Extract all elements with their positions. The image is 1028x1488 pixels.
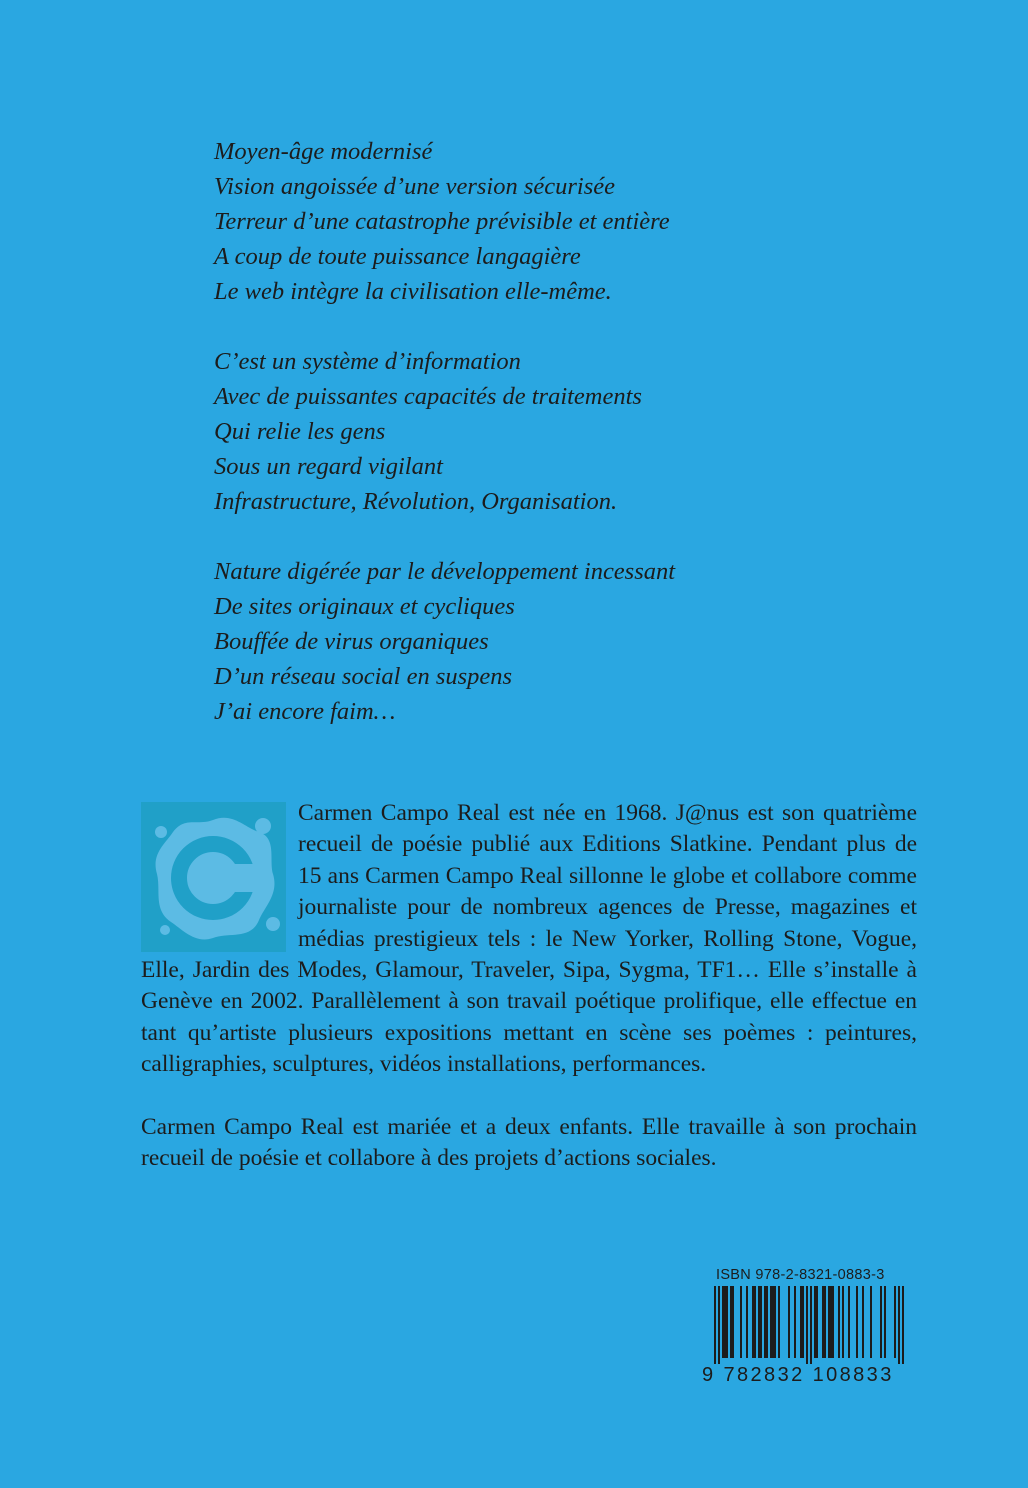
barcode-bar [754, 1286, 756, 1358]
barcode-bar [772, 1286, 774, 1358]
poem-line: Avec de puissantes capacités de traitements [214, 383, 642, 410]
poem-stanza-1 [214, 134, 934, 309]
barcode-bar [718, 1286, 720, 1364]
poem-line: Bouffée de virus organiques [214, 628, 489, 655]
barcode-bar [788, 1286, 790, 1358]
barcode-bar [726, 1286, 728, 1358]
barcode-bar [778, 1286, 780, 1358]
poem-line: C’est un système d’information [214, 348, 521, 375]
barcode-bar [806, 1286, 808, 1364]
barcode-bar [732, 1286, 734, 1358]
barcode-bar [758, 1286, 760, 1358]
poem-stanza-2 [214, 344, 934, 519]
barcode-bar [870, 1286, 872, 1358]
barcode-bar [856, 1286, 858, 1358]
isbn-label: ISBN 978-2-8321-0883-3 [716, 1267, 885, 1283]
barcode-bar [770, 1286, 772, 1358]
barcode-bar [810, 1286, 812, 1364]
poem [214, 134, 934, 764]
barcode-bar [816, 1286, 818, 1358]
barcode-bar [800, 1286, 802, 1358]
barcode-bar [802, 1286, 804, 1358]
poem-line: Le web intègre la civilisation elle-même. [214, 278, 612, 305]
barcode-bar [832, 1286, 834, 1358]
barcode-bar [902, 1286, 904, 1364]
barcode-bar [842, 1286, 844, 1358]
poem-line: De sites originaux et cycliques [214, 593, 515, 620]
poem-line: Moyen-âge modernisé [214, 138, 433, 165]
bio-paragraph-1: Carmen Campo Real est née en 1968. J@nus est son quatrième recueil de poésie publié aux Editions Slatkine. Pendant plus de 15 ans Carmen Campo Real sillonne le globe et collabore comme journaliste pour de nombreux agences de Presse, magazines et médias prestigieux tels : le New Yorker, Rolling Stone, Vogue, Elle, Jardin des Modes, Glamour, Traveler, Sipa, Sygma, TF1… Elle s’installe à Genève en 2002. Parallèlement à son travail poétique prolifique, elle effectue en tant qu’artiste plusieurs expositions mettant en scène ses poèmes : peintures, calligraphies, sculptures, vidéos installations, performances. [141, 800, 917, 1078]
poem-line: A coup de toute puissance langagière [214, 243, 581, 270]
poem-line: Sous un regard vigilant [214, 453, 443, 480]
bio-paragraph-2: Carmen Campo Real est mariée et a deux enfants. Elle travaille à son prochain recueil de poésie et collabore à des projets d’actions sociales. [141, 1113, 917, 1172]
barcode [700, 1286, 908, 1364]
barcode-bar [814, 1286, 816, 1358]
publisher-logo-icon [141, 802, 286, 952]
barcode-bar [752, 1286, 754, 1358]
barcode-bar [884, 1286, 886, 1358]
poem-line: J’ai encore faim… [214, 698, 396, 725]
poem-line: Vision angoissée d’une version sécurisée [214, 173, 615, 200]
barcode-bar [722, 1286, 724, 1358]
poem-stanza-3 [214, 554, 934, 729]
barcode-bar [764, 1286, 766, 1358]
barcode-bar [880, 1286, 882, 1358]
barcode-bar [774, 1286, 776, 1358]
barcode-bar [724, 1286, 726, 1358]
ean-number: 9 782832 108833 [702, 1364, 894, 1386]
barcode-bar [894, 1286, 896, 1358]
barcode-bar [730, 1286, 732, 1358]
barcode-bar [822, 1286, 824, 1358]
barcode-bar [830, 1286, 832, 1358]
barcode-bar [766, 1286, 768, 1358]
barcode-bar [746, 1286, 748, 1358]
barcode-bar [824, 1286, 826, 1358]
poem-line: D’un réseau social en suspens [214, 663, 513, 690]
barcode-bar [848, 1286, 850, 1358]
barcode-bar [898, 1286, 900, 1364]
barcode-bar [714, 1286, 716, 1364]
barcode-bar [760, 1286, 762, 1358]
poem-line: Infrastructure, Révolution, Organisation. [214, 488, 618, 515]
barcode-bar [828, 1286, 830, 1358]
barcode-bar [794, 1286, 796, 1358]
barcode-bar [862, 1286, 864, 1358]
barcode-bar [838, 1286, 840, 1358]
barcode-bar [740, 1286, 742, 1358]
poem-line: Nature digérée par le développement incessant [214, 558, 676, 585]
poem-line: Terreur d’une catastrophe prévisible et entière [214, 208, 670, 235]
author-bio [141, 798, 917, 1174]
poem-line: Qui relie les gens [214, 418, 386, 445]
